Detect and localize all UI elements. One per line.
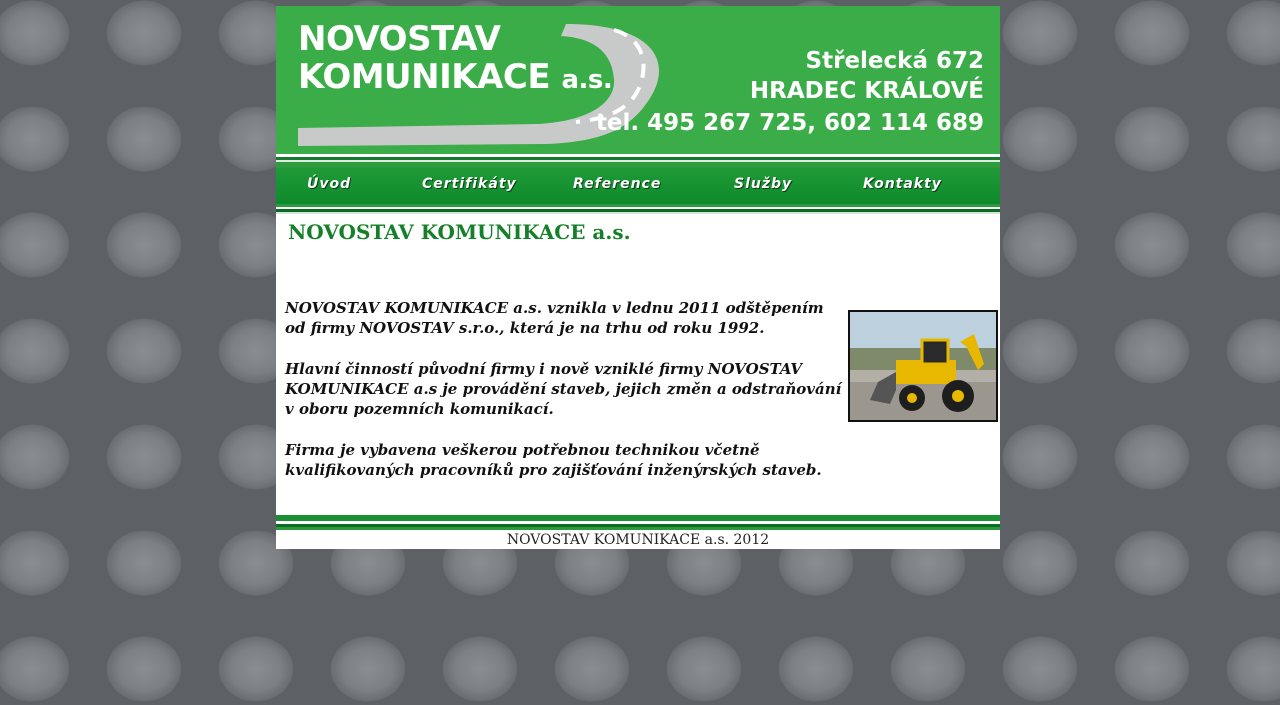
nav-item-certifikaty[interactable]: Certifikáty [422,176,517,192]
address-city: HRADEC KRÁLOVÉ [749,78,984,104]
address-street: Střelecká 672 [805,48,984,74]
nav-item-kontakty[interactable]: Kontakty [863,176,942,192]
page-container [276,6,1000,549]
paragraph-history-line1: NOVOSTAV KOMUNIKACE a.s. vznikla v lednu 2011 odštěpením [285,299,824,317]
contact-block [596,46,984,140]
paragraph-activity: Hlavní činností původní firmy i nově vzniklé firmy NOVOSTAV KOMUNIKACE a.s je provádění staveb, jejich změn a odstraňování v oboru pozemních komunikací. [285,360,842,418]
nav-item-sluzby[interactable]: Služby [734,176,793,192]
brand-line1: NOVOSTAV [298,19,501,59]
nav-item-uvod[interactable]: Úvod [307,176,352,192]
divider-stripes-nav [276,204,1000,216]
brand-line2: KOMUNIKACE [298,57,551,97]
paragraph-history [285,298,845,338]
paragraph-history-line2: od firmy NOVOSTAV s.r.o., která je na trhu od roku 1992. [285,319,765,337]
divider-stripes-top [276,154,1000,168]
footer-copyright: NOVOSTAV KOMUNIKACE a.s. 2012 [506,532,770,548]
main-text [285,298,845,501]
page-title: NOVOSTAV KOMUNIKACE a.s. [288,220,631,244]
main-nav [276,168,1000,204]
brand-logo[interactable] [298,20,612,99]
divider-stripes-bottom [276,513,1000,532]
nav-item-reference[interactable]: Reference [573,176,662,192]
phone-number: tel. 495 267 725, 602 114 689 [595,110,984,136]
backhoe-loader-icon [850,312,996,420]
brand-suffix: a.s. [561,65,613,95]
backhoe-loader-photo [848,310,998,422]
paragraph-equipment: Firma je vybavena veškerou potřebnou technikou včetně kvalifikovaných pracovníků pro zajišťování inženýrských staveb. [285,441,822,479]
header-banner [276,6,1000,154]
